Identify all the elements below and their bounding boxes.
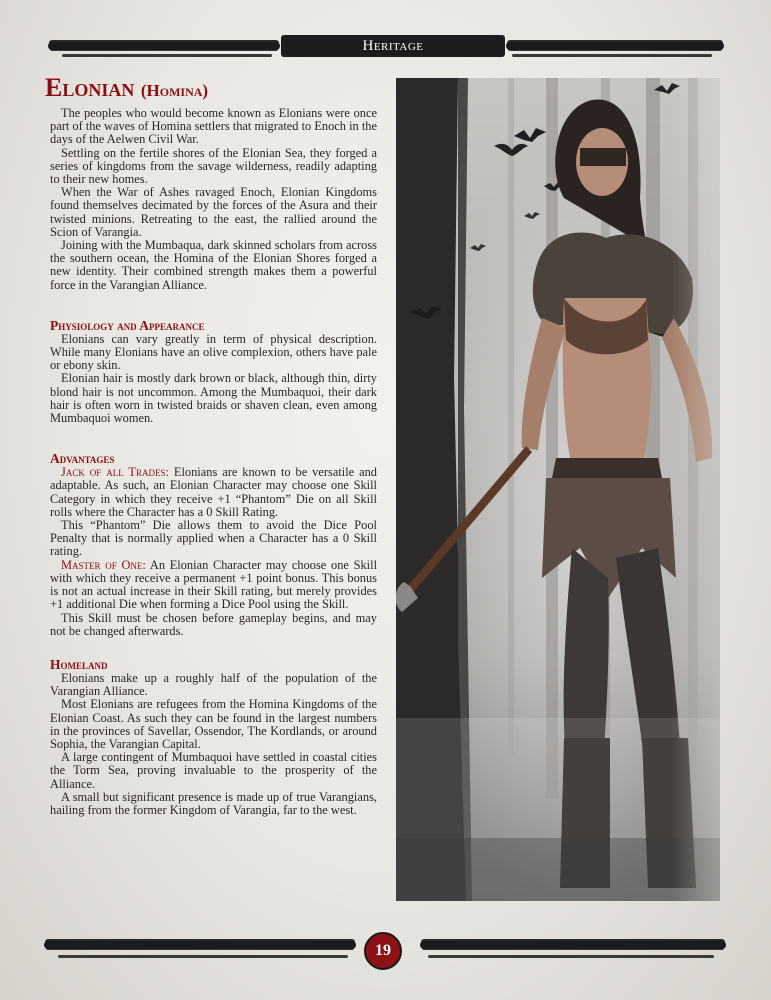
forest-warrior-scene bbox=[396, 78, 720, 901]
intro-paragraph: Settling on the fertile shores of the Elonian Sea, they forged a series of kingdoms from the savage wilderness, readily adapting to their new homes. bbox=[50, 145, 377, 187]
title-main: Elonian bbox=[45, 73, 135, 102]
section-banner bbox=[281, 35, 505, 57]
intro-paragraph: The peoples who would become known as Elonians were once part of the waves of Homina settlers that migrated to Enoch in the days of the Aelwen Civil War. bbox=[50, 106, 377, 147]
page-number-badge bbox=[364, 932, 402, 970]
footer-brush-stroke-right bbox=[420, 941, 726, 949]
spacer bbox=[50, 425, 377, 451]
footer-brush-accent-right bbox=[428, 955, 714, 958]
master-of-one-paragraph bbox=[50, 559, 377, 612]
physiology-heading: Physiology and Appearance bbox=[50, 317, 205, 333]
header-brush-accent-left bbox=[62, 54, 272, 57]
text-column bbox=[45, 73, 378, 817]
phantom-die-paragraph: This “Phantom” Die allows them to avoid the Dice Pool Penalty that is normally applied when a Character has a 0 Skill rating. bbox=[50, 518, 377, 559]
advantages-heading: Advantages bbox=[50, 451, 115, 467]
page-title bbox=[45, 74, 377, 105]
header-brush-accent-right bbox=[512, 54, 712, 57]
homeland-paragraph: Most Elonians are refugees from the Homina Kingdoms of the Elonian Coast. As such they can be found in the largest numbers in the provinces of Savellar, Ossendor, The Kordlands, or around Sophia, the Varangian Capital. bbox=[50, 697, 377, 751]
header-brush-stroke-right bbox=[506, 42, 724, 50]
skill-note-paragraph: This Skill must be chosen before gameplay begins, and may not be changed afterwards. bbox=[50, 610, 377, 638]
jack-of-all-trades-text: Elonians are known to be versatile and adaptable. As such, an Elonian Character may choose one Skill Category in which they receive +1 “Phantom” Die on all Skill rolls where the Character has a 0 Skill Rating. bbox=[50, 465, 377, 519]
page-number: 19 bbox=[375, 942, 391, 959]
intro-paragraph: When the War of Ashes ravaged Enoch, Elonian Kingdoms found themselves decimated by the forces of the Asura and their twisted minions. Retreating to the east, the rallied around the Scion of Varangia. bbox=[50, 185, 377, 239]
header-brush-stroke-left bbox=[48, 42, 280, 50]
intro-paragraph: Joining with the Mumbaqua, dark skinned scholars from across the southern ocean, the Homina of the Elonian Shores forged a new identity. Their combined strength makes them a powerful force in the Varangian Alliance. bbox=[50, 238, 377, 292]
homeland-heading: Homeland bbox=[50, 656, 108, 672]
title-sub: (Homina) bbox=[140, 81, 209, 100]
homeland-paragraph: A small but significant presence is made up of true Varangians, hailing from the former Kingdom of Varangia, far to the west. bbox=[50, 789, 377, 817]
physiology-paragraph: Elonians can vary greatly in term of physical description. While many Elonians have an olive complexion, others have pale or ebony skin. bbox=[50, 331, 377, 373]
spacer bbox=[50, 292, 377, 318]
jack-of-all-trades-term: Jack of all Trades: bbox=[61, 465, 169, 480]
spacer bbox=[50, 638, 377, 657]
footer-brush-stroke-left bbox=[44, 941, 356, 949]
section-title: Heritage bbox=[362, 37, 424, 54]
master-of-one-term: Master of One: bbox=[61, 557, 146, 572]
homeland-paragraph: Elonians make up a roughly half of the population of the Varangian Alliance. bbox=[50, 670, 377, 699]
physiology-paragraph: Elonian hair is mostly dark brown or black, although thin, dirty blond hair is not uncommon. Among the Mumbaquoi, their dark hair is often worn in twisted braids or shaven clean, even among Mumbaquoi women. bbox=[50, 371, 377, 426]
homeland-paragraph: A large contingent of Mumbaquoi have settled in coastal cities the Torm Sea, proving invaluable to the prosperity of the Alliance. bbox=[50, 750, 377, 791]
footer-brush-accent-left bbox=[58, 955, 348, 958]
jack-of-all-trades-paragraph bbox=[50, 466, 377, 519]
warrior-illustration bbox=[396, 78, 720, 901]
master-of-one-text: An Elonian Character may choose one Skill with which they receive a permanent +1 point bonus. This bonus is not an actual increase in their Skill rating, but merely provides +1 additional Die when forming a Dice Pool using the Skill. bbox=[50, 557, 378, 612]
